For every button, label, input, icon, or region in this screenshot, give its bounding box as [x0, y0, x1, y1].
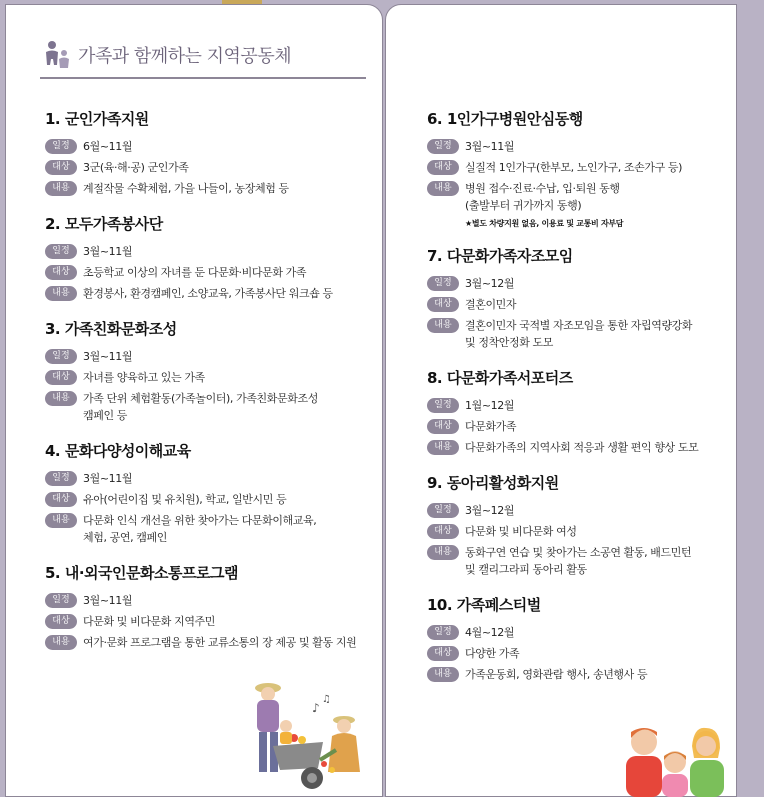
- target-row: [427, 418, 727, 435]
- page-title: 가족과 함께하는 지역공동체: [78, 46, 292, 67]
- content-value: 환경봉사, 환경캠페인, 소양교육, 가족봉사단 워크숍 등: [83, 287, 333, 300]
- schedule-row: [427, 624, 727, 641]
- schedule-badge: 일정: [45, 244, 77, 259]
- target-badge: 대상: [427, 160, 459, 175]
- target-badge: 대상: [427, 524, 459, 539]
- target-badge: 대상: [45, 370, 77, 385]
- content-value: 결혼이민자 국적별 자조모임을 통한 자립역량강화 및 정착안정화 도모: [465, 319, 693, 349]
- left-program-list: [45, 108, 375, 667]
- target-badge: 대상: [45, 614, 77, 629]
- target-row: [45, 369, 375, 386]
- footnote: ★별도 차량지원 없음, 이용료 및 교통비 자부담: [465, 219, 624, 228]
- content-row: [45, 390, 375, 424]
- program-section: [427, 367, 727, 456]
- header-divider: [40, 77, 366, 79]
- target-row: [427, 523, 727, 540]
- target-row: [45, 159, 375, 176]
- target-value: 유아(어린이집 및 유치원), 학교, 일반시민 등: [83, 493, 287, 506]
- target-value: 3군(육·해·공) 군인가족: [83, 161, 189, 174]
- program-title: 9. 동아리활성화지원: [427, 474, 559, 492]
- program-title: 5. 내·외국인문화소통프로그램: [45, 564, 238, 582]
- schedule-row: [45, 470, 375, 487]
- content-value: 다문화 인식 개선을 위한 찾아가는 다문화이해교육, 체험, 공연, 캠페인: [83, 514, 317, 544]
- right-program-list: [427, 108, 727, 699]
- happy-family-illustration: [614, 722, 736, 797]
- content-badge: 내용: [427, 667, 459, 682]
- content-value: 가족 단위 체험활동(가족놀이터), 가족친화문화조성 캠페인 등: [83, 392, 318, 422]
- gardening-family-illustration: [228, 680, 378, 795]
- svg-text:♪: ♪: [312, 701, 320, 715]
- target-badge: 대상: [427, 297, 459, 312]
- schedule-row: [427, 138, 727, 155]
- schedule-badge: 일정: [427, 398, 459, 413]
- schedule-badge: 일정: [45, 139, 77, 154]
- page-edge-strip: [736, 0, 764, 797]
- program-section: [427, 245, 727, 351]
- program-title: 6. 1인가구병원안심동행: [427, 110, 583, 128]
- schedule-badge: 일정: [427, 503, 459, 518]
- program-section: [45, 213, 375, 302]
- target-badge: 대상: [427, 419, 459, 434]
- content-row: [45, 285, 375, 302]
- schedule-row: [45, 592, 375, 609]
- target-badge: 대상: [45, 160, 77, 175]
- schedule-value: 3월~11월: [83, 350, 133, 363]
- content-row: [427, 544, 727, 578]
- program-title: 10. 가족페스티벌: [427, 596, 541, 614]
- content-value: 가족운동회, 영화관람 행사, 송년행사 등: [465, 668, 648, 681]
- program-section: [45, 562, 375, 651]
- schedule-value: 4월~12월: [465, 626, 515, 639]
- target-value: 자녀를 양육하고 있는 가족: [83, 371, 205, 384]
- content-badge: 내용: [427, 181, 459, 196]
- content-badge: 내용: [427, 318, 459, 333]
- content-badge: 내용: [45, 513, 77, 528]
- content-row: [427, 666, 727, 683]
- schedule-badge: 일정: [45, 471, 77, 486]
- target-badge: 대상: [427, 646, 459, 661]
- target-badge: 대상: [45, 265, 77, 280]
- content-row: [427, 317, 727, 351]
- target-value: 실질적 1인가구(한부모, 노인가구, 조손가구 등): [465, 161, 683, 174]
- content-badge: 내용: [427, 440, 459, 455]
- schedule-value: 3월~11월: [83, 472, 133, 485]
- schedule-row: [427, 397, 727, 414]
- schedule-row: [45, 138, 375, 155]
- program-section: [427, 108, 727, 229]
- schedule-row: [427, 275, 727, 292]
- content-badge: 내용: [45, 181, 77, 196]
- target-value: 초등학교 이상의 자녀를 둔 다문화·비다문화 가족: [83, 266, 307, 279]
- content-row: [45, 634, 375, 651]
- target-value: 다문화 및 비다문화 지역주민: [83, 615, 216, 628]
- content-value: 병원 접수·진료·수납, 입·퇴원 동행 (출발부터 귀가까지 동행): [465, 182, 620, 212]
- target-row: [45, 264, 375, 281]
- content-value: 여가·문화 프로그램을 통한 교류소통의 장 제공 및 활동 지원: [83, 636, 357, 649]
- program-title: 8. 다문화가족서포터즈: [427, 369, 573, 387]
- schedule-row: [45, 243, 375, 260]
- family-icon: [40, 38, 74, 72]
- content-badge: 내용: [45, 286, 77, 301]
- content-row: [427, 439, 727, 456]
- program-section: [45, 108, 375, 197]
- content-value: 동화구연 연습 및 찾아가는 소공연 활동, 배드민턴 및 캘리그라피 동아리 활동: [465, 546, 692, 576]
- program-section: [427, 594, 727, 683]
- schedule-value: 3월~12월: [465, 504, 515, 517]
- schedule-row: [427, 502, 727, 519]
- target-row: [45, 613, 375, 630]
- content-row: [45, 180, 375, 197]
- page-header: [40, 38, 291, 72]
- schedule-badge: 일정: [45, 349, 77, 364]
- content-badge: 내용: [45, 391, 77, 406]
- program-title: 2. 모두가족봉사단: [45, 215, 163, 233]
- target-value: 다문화 및 비다문화 여성: [465, 525, 577, 538]
- target-value: 결혼이민자: [465, 298, 517, 311]
- schedule-value: 3월~11월: [465, 140, 515, 153]
- program-section: [427, 472, 727, 578]
- schedule-value: 3월~12월: [465, 277, 515, 290]
- program-title: 4. 문화다양성이해교육: [45, 442, 191, 460]
- target-row: [45, 491, 375, 508]
- target-row: [427, 296, 727, 313]
- schedule-row: [45, 348, 375, 365]
- schedule-value: 1월~12월: [465, 399, 515, 412]
- content-row: [45, 512, 375, 546]
- schedule-value: 6월~11월: [83, 140, 133, 153]
- schedule-badge: 일정: [427, 625, 459, 640]
- program-section: [45, 440, 375, 546]
- program-title: 1. 군인가족지원: [45, 110, 149, 128]
- schedule-value: 3월~11월: [83, 245, 133, 258]
- svg-text:♫: ♫: [322, 694, 331, 705]
- target-value: 다문화가족: [465, 420, 517, 433]
- program-section: [45, 318, 375, 424]
- content-row: [427, 180, 727, 214]
- schedule-badge: 일정: [427, 276, 459, 291]
- content-badge: 내용: [45, 635, 77, 650]
- target-row: [427, 645, 727, 662]
- program-title: 7. 다문화가족자조모임: [427, 247, 573, 265]
- schedule-badge: 일정: [427, 139, 459, 154]
- target-row: [427, 159, 727, 176]
- schedule-value: 3월~11월: [83, 594, 133, 607]
- program-title: 3. 가족친화문화조성: [45, 320, 177, 338]
- content-badge: 내용: [427, 545, 459, 560]
- target-value: 다양한 가족: [465, 647, 520, 660]
- schedule-badge: 일정: [45, 593, 77, 608]
- content-value: 계절작물 수확체험, 가을 나들이, 농장체험 등: [83, 182, 289, 195]
- content-value: 다문화가족의 지역사회 적응과 생활 편익 향상 도모: [465, 441, 699, 454]
- target-badge: 대상: [45, 492, 77, 507]
